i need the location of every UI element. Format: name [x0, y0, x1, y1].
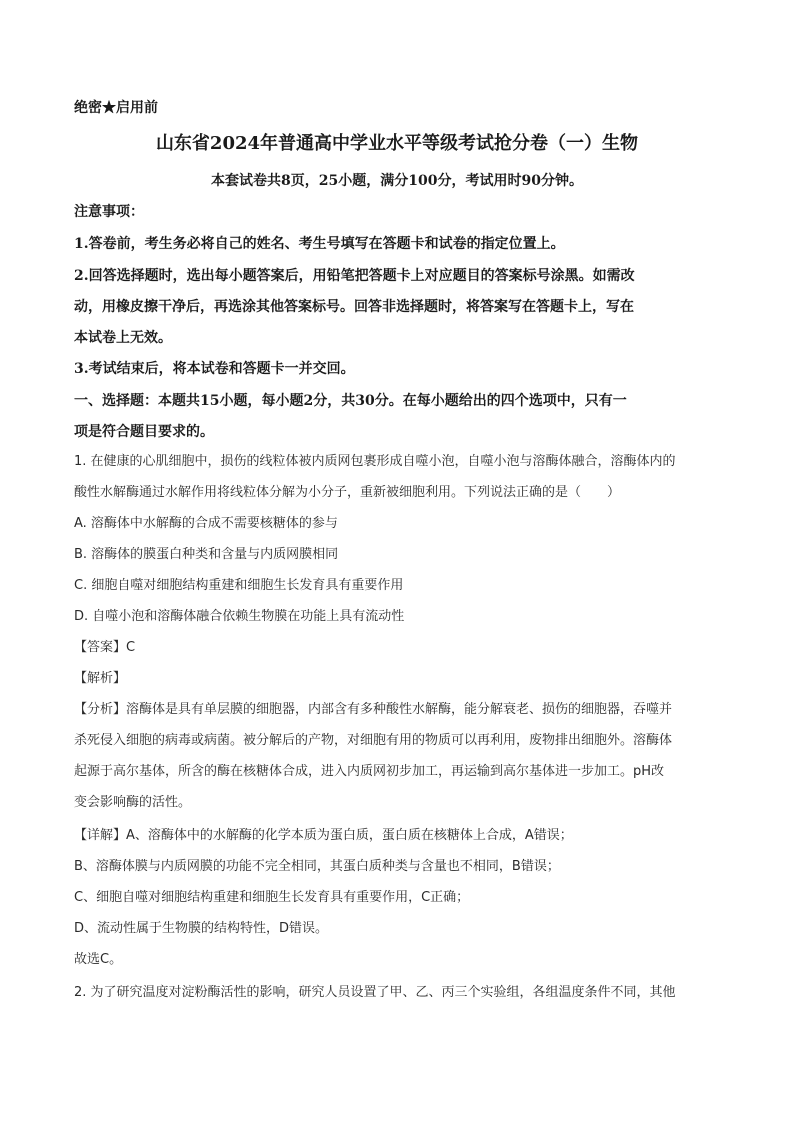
analysis-line: 变会影响酶的活性。: [74, 795, 192, 810]
question-2-stem: 2. 为了研究温度对淀粉酶活性的影响，研究人员设置了甲、乙、丙三个实验组，各组温度条件不同，其他: [74, 985, 676, 1000]
detail-line: 【详解】A、溶酶体中的水解酶的化学本质为蛋白质，蛋白质在核糖体上合成，A错误；: [74, 828, 573, 843]
note-line: 本试卷上无效。: [74, 330, 172, 346]
note-line: 2.回答选择题时，选出每小题答案后，用铅笔把答题卡上对应题目的答案标号涂黑。如需改: [74, 268, 635, 284]
question-1-option-b: B. 溶酶体的膜蛋白种类和含量与内质网膜相同: [74, 547, 339, 562]
analysis-line: 起源于高尔基体，所含的酶在核糖体合成，进入内质网初步加工，再运输到高尔基体进一步加工。pH改: [74, 764, 665, 779]
question-1-analysis-label: 【解析】: [74, 671, 127, 686]
question-1-stem-cont: 酸性水解酶通过水解作用将线粒体分解为小分子，重新被细胞利用。下列说法正确的是（ ）: [74, 485, 621, 500]
exam-subtitle: 本套试卷共8页，25小题，满分100分，考试用时90分钟。: [211, 173, 583, 189]
notes-heading: 注意事项：: [74, 204, 144, 220]
detail-line: C、细胞自噬对细胞结构重建和细胞生长发育具有重要作用，C正确；: [74, 890, 470, 905]
note-line: 1.答卷前，考生务必将自己的姓名、考生号填写在答题卡和试卷的指定位置上。: [74, 236, 565, 252]
section-heading: 一、选择题：本题共15小题，每小题2分，共30分。在每小题给出的四个选项中，只有一: [74, 393, 627, 409]
section-heading-cont: 项是符合题目要求的。: [74, 424, 214, 440]
question-1-stem: 1. 在健康的心肌细胞中，损伤的线粒体被内质网包裹形成自噬小泡，自噬小泡与溶酶体融合，溶酶体内的: [74, 454, 676, 469]
detail-line: D、流动性属于生物膜的结构特性，D错误。: [74, 921, 329, 936]
question-1-option-a: A. 溶酶体中水解酶的合成不需要核糖体的参与: [74, 516, 338, 531]
confidential-mark: 绝密★启用前: [74, 100, 158, 116]
detail-line: B、溶酶体膜与内质网膜的功能不完全相同，其蛋白质种类与含量也不相同，B错误；: [74, 859, 560, 874]
note-line: 动，用橡皮擦干净后，再选涂其他答案标号。回答非选择题时，将答案写在答题卡上，写在: [74, 299, 634, 315]
analysis-line: 杀死侵入细胞的病毒或病菌。被分解后的产物，对细胞有用的物质可以再利用，废物排出细胞外。溶酶体: [74, 733, 673, 748]
question-1-answer: 【答案】C: [74, 640, 136, 655]
analysis-line: 【分析】溶酶体是具有单层膜的细胞器，内部含有多种酸性水解酶，能分解衰老、损伤的细胞器，吞噬并: [74, 702, 673, 717]
exam-title: 山东省2024年普通高中学业水平等级考试抢分卷（一）生物: [155, 133, 639, 154]
question-1-option-d: D. 自噬小泡和溶酶体融合依赖生物膜在功能上具有流动性: [74, 609, 405, 624]
detail-conclusion: 故选C。: [74, 952, 123, 967]
question-1-option-c: C. 细胞自噬对细胞结构重建和细胞生长发育具有重要作用: [74, 578, 404, 593]
note-line: 3.考试结束后，将本试卷和答题卡一并交回。: [74, 361, 355, 377]
